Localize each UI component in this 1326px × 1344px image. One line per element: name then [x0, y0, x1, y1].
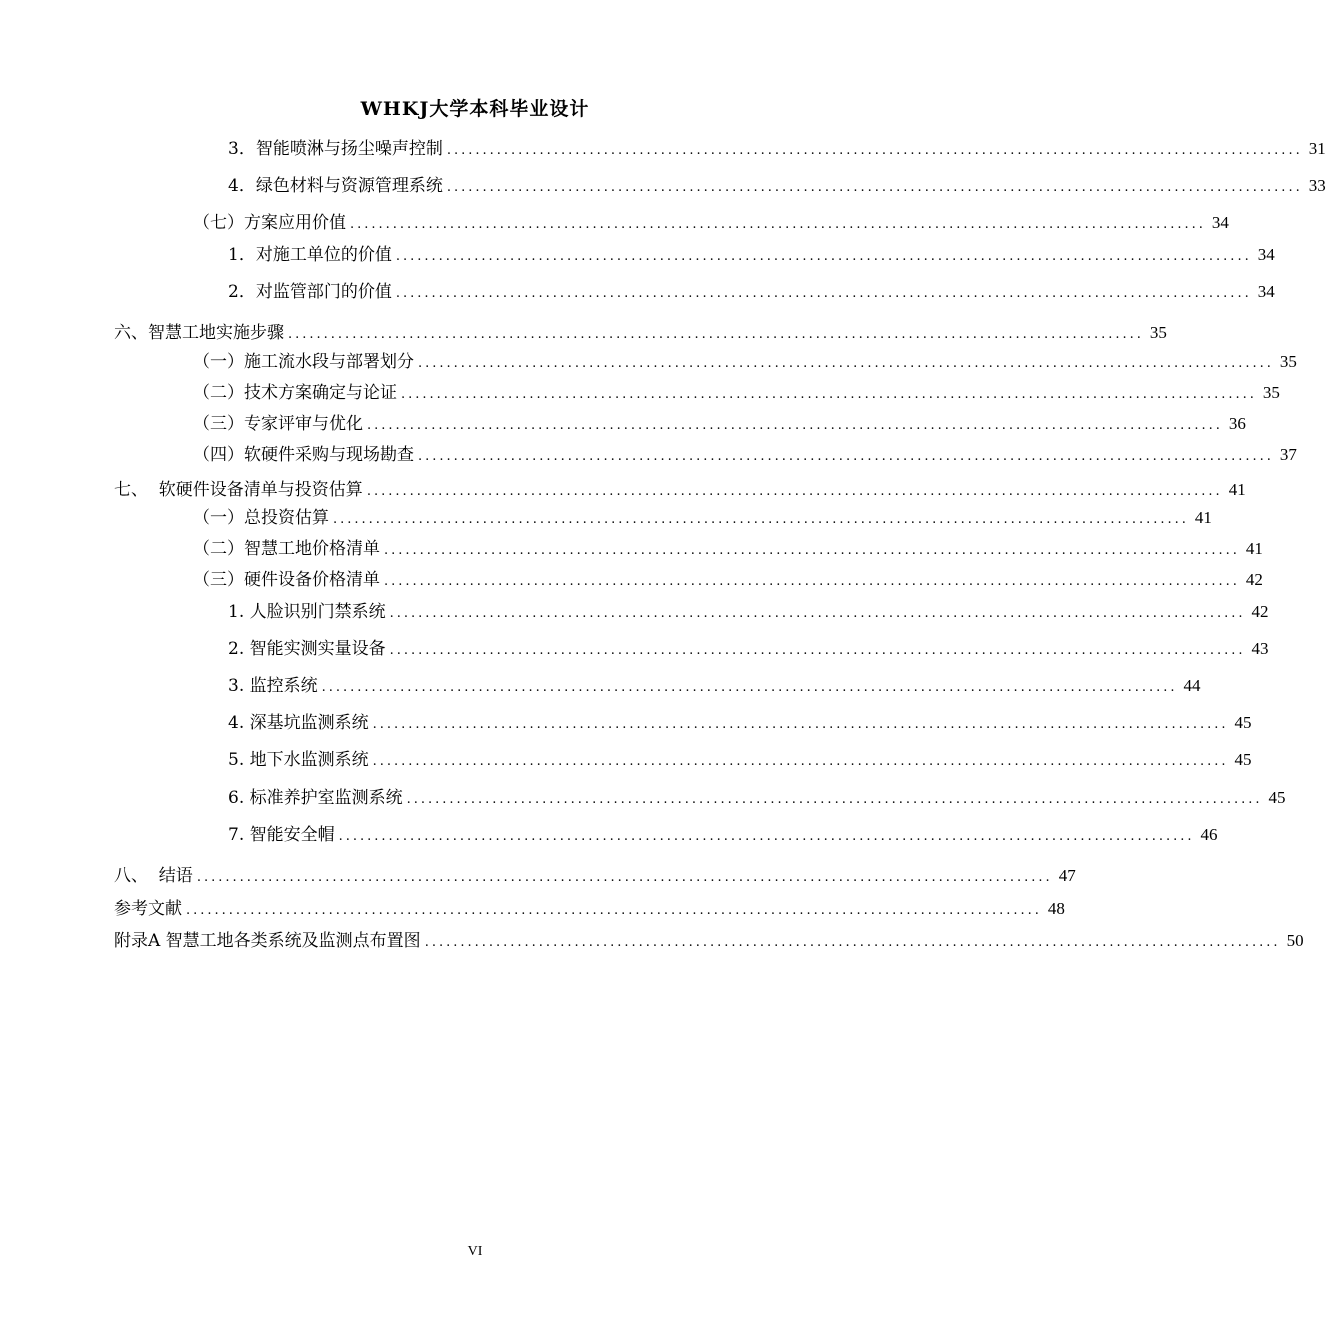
toc-leader-dots: ........................................................................................................................	[338, 829, 1195, 844]
toc-page-number: 37	[1279, 445, 1297, 464]
toc-leader-dots: ........................................................................................................................	[186, 903, 1042, 918]
toc-entry[interactable]	[228, 825, 1218, 847]
toc-leader-dots: ........................................................................................................................	[333, 512, 1189, 527]
toc-leader-dots: ........................................................................................................................	[446, 143, 1303, 158]
toc-leader-dots: ........................................................................................................................	[372, 754, 1229, 769]
toc-page-number: 48	[1047, 899, 1065, 918]
toc-page-number: 45	[1234, 750, 1252, 769]
toc-leader-dots: ........................................................................................................................	[406, 792, 1263, 807]
toc-leader-dots: ........................................................................................................................	[384, 543, 1240, 558]
toc-page-number: 44	[1183, 676, 1201, 695]
toc-page-number: 42	[1251, 602, 1269, 621]
toc-page-number: 35	[1279, 352, 1297, 371]
toc-entry[interactable]	[114, 899, 1065, 921]
toc-page-number: 47	[1058, 866, 1076, 885]
toc-entry-text: 1. 人脸识别门禁系统	[228, 602, 386, 622]
toc-entry-text: 七、 软硬件设备清单与投资估算	[114, 480, 363, 500]
toc-leader-dots: ........................................................................................................................	[389, 643, 1246, 658]
toc-entry[interactable]	[228, 639, 1269, 661]
toc-leader-dots: ........................................................................................................................	[288, 327, 1144, 342]
toc-entry-text: （一）施工流水段与部署划分	[193, 352, 414, 372]
toc-entry-text: 附录A 智慧工地各类系统及监测点布置图	[114, 931, 421, 951]
toc-page-number: 43	[1251, 639, 1269, 658]
toc-leader-dots: ........................................................................................................................	[446, 180, 1303, 195]
toc-entry[interactable]	[228, 713, 1252, 735]
toc-entry[interactable]	[228, 676, 1201, 698]
toc-entry-text: 八、 结语	[114, 866, 193, 886]
toc-page-number: 45	[1268, 788, 1286, 807]
toc-entry-text: 六、智慧工地实施步骤	[114, 323, 284, 343]
toc-page-number: 35	[1149, 323, 1167, 342]
toc-leader-dots: ........................................................................................................................	[196, 870, 1053, 885]
toc-entry-text: 参考文献	[114, 899, 182, 919]
toc-leader-dots: ........................................................................................................................	[418, 449, 1274, 464]
toc-entry[interactable]	[228, 788, 1286, 810]
toc-page-number: 35	[1262, 383, 1280, 402]
toc-entry-text: （四）软硬件采购与现场勘查	[193, 445, 414, 465]
toc-leader-dots: ........................................................................................................................	[372, 717, 1229, 732]
toc-entry[interactable]	[193, 570, 1263, 592]
toc-page-number: 50	[1286, 931, 1304, 950]
toc-page-number: 34	[1211, 213, 1229, 232]
toc-leader-dots: ........................................................................................................................	[395, 249, 1252, 264]
toc-entry[interactable]	[193, 539, 1263, 561]
toc-leader-dots: ........................................................................................................................	[321, 680, 1178, 695]
toc-entry[interactable]	[228, 176, 1326, 198]
toc-entry[interactable]	[228, 750, 1252, 772]
toc-entry[interactable]	[114, 323, 1167, 345]
toc-entry-text: 1．对施工单位的价值	[228, 245, 392, 265]
toc-page-number: 45	[1234, 713, 1252, 732]
toc-page-number: 34	[1257, 245, 1275, 264]
toc-leader-dots: ........................................................................................................................	[395, 286, 1252, 301]
toc-entry[interactable]	[193, 445, 1297, 467]
toc-entry-text: 2．对监管部门的价值	[228, 282, 392, 302]
toc-entry-text: （三）专家评审与优化	[193, 414, 363, 434]
toc-entry-text: 4. 深基坑监测系统	[228, 713, 369, 733]
toc-entry-text: （一）总投资估算	[193, 508, 329, 528]
toc-page-number: 41	[1194, 508, 1212, 527]
page-header-title: WHKJ大学本科毕业设计	[360, 98, 590, 120]
toc-page-number: 33	[1308, 176, 1326, 195]
toc-entry-text: （二）智慧工地价格清单	[193, 539, 380, 559]
toc-entry[interactable]	[193, 352, 1297, 374]
toc-page-number: 31	[1308, 139, 1326, 158]
toc-entry[interactable]	[114, 480, 1246, 502]
toc-entry[interactable]	[228, 139, 1326, 161]
toc-leader-dots: ........................................................................................................................	[350, 217, 1206, 232]
toc-entry[interactable]	[193, 414, 1246, 436]
toc-leader-dots: ........................................................................................................................	[389, 606, 1246, 621]
toc-leader-dots: ........................................................................................................................	[367, 418, 1223, 433]
toc-leader-dots: ........................................................................................................................	[424, 935, 1281, 950]
toc-page-number: 41	[1228, 480, 1246, 499]
toc-entry[interactable]	[193, 213, 1229, 235]
toc-entry-text: （三）硬件设备价格清单	[193, 570, 380, 590]
toc-entry[interactable]	[228, 282, 1275, 304]
toc-page-number: 41	[1245, 539, 1263, 558]
toc-entry[interactable]	[193, 383, 1280, 405]
toc-entry-text: 6. 标准养护室监测系统	[228, 788, 403, 808]
toc-entry-text: 3. 监控系统	[228, 676, 318, 696]
toc-entry-text: 3．智能喷淋与扬尘噪声控制	[228, 139, 443, 159]
toc-entry-text: （二）技术方案确定与论证	[193, 383, 397, 403]
toc-page-number: 46	[1200, 825, 1218, 844]
toc-entry[interactable]	[228, 245, 1275, 267]
toc-leader-dots: ........................................................................................................................	[384, 574, 1240, 589]
toc-page-number: 34	[1257, 282, 1275, 301]
toc-entry[interactable]	[114, 866, 1076, 888]
toc-entry-text: 5. 地下水监测系统	[228, 750, 369, 770]
toc-entry-text: 2. 智能实测实量设备	[228, 639, 386, 659]
toc-entry[interactable]	[193, 508, 1212, 530]
toc-page-number: 36	[1228, 414, 1246, 433]
toc-leader-dots: ........................................................................................................................	[418, 356, 1274, 371]
toc-entry[interactable]	[228, 602, 1269, 624]
toc-entry[interactable]	[114, 931, 1304, 953]
toc-leader-dots: ........................................................................................................................	[366, 484, 1223, 499]
toc-page-number: 42	[1245, 570, 1263, 589]
toc-entry-text: 4．绿色材料与资源管理系统	[228, 176, 443, 196]
toc-entry-text: （七）方案应用价值	[193, 213, 346, 233]
page-footer-number: VI	[467, 1244, 483, 1259]
toc-entry-text: 7. 智能安全帽	[228, 825, 335, 845]
toc-leader-dots: ........................................................................................................................	[401, 387, 1257, 402]
